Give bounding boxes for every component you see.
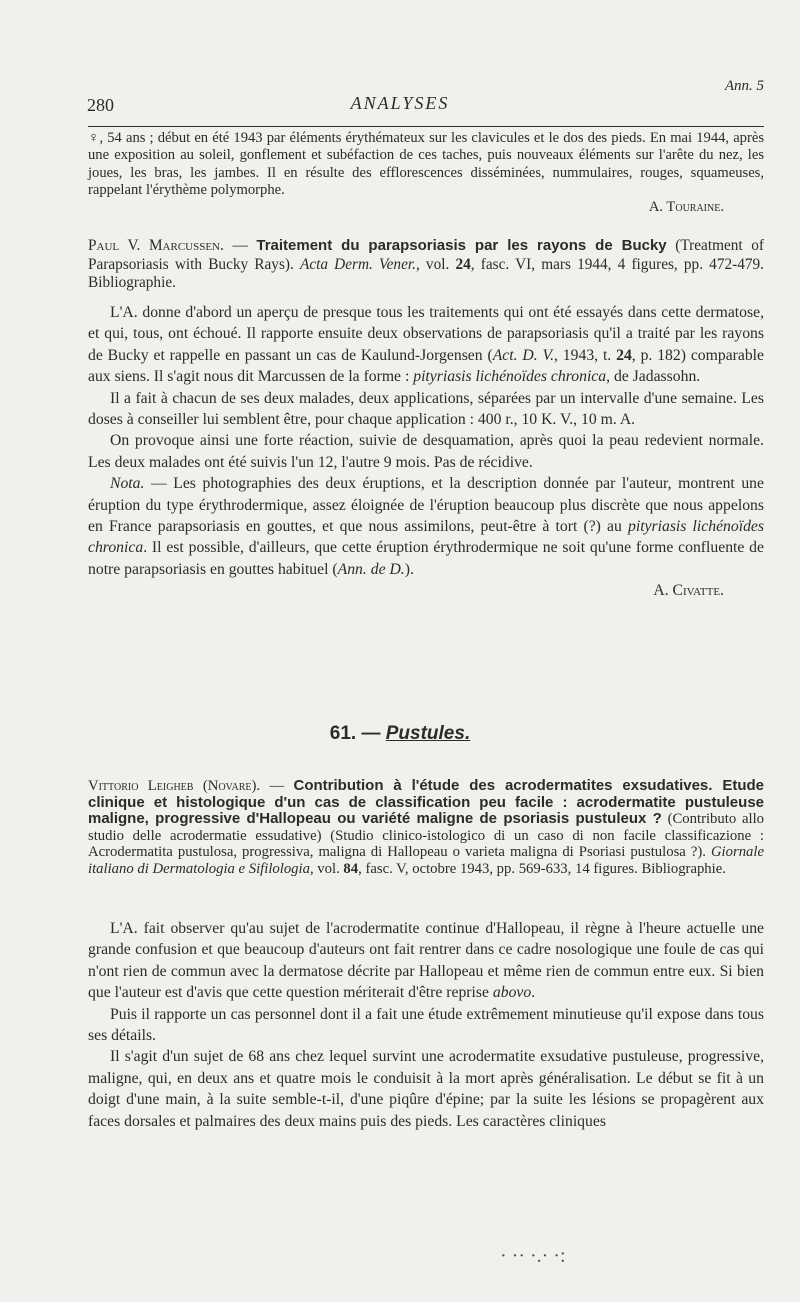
article1-paragraph-1: L'A. donne d'abord un aperçu de presque tous les traitements qui ont été essayés dans cette dermatose, et qui, tous, ont échoué. Il rapporte ensuite deux observations de parapsoriasis qu'il a traité par les rayons de Bucky et rappelle en passant un cas de Kaulund-Jorgensen (Act. D. V., 1943, t. 24, p. 182) comparable aux siens. Il s'agit nous dit Marcussen de la forme : pityriasis lichénoïdes chronica, de Jadassohn. xyxy=(88,304,765,386)
article2-dash: — xyxy=(260,778,294,794)
article1-heading xyxy=(88,237,764,293)
article2-paragraph-1: L'A. fait observer qu'au sujet de l'acrodermatite continue d'Hallopeau, il règne à l'heure actuelle une grande confusion et que beaucoup d'auteurs ont fait rentrer dans ce cadre nosologique une foule de cas qui n'ont rien de commun avec la dermatose décrite par Hallopeau et même rien de commun entre eux. Si bien que l'auteur est d'avis que cette question mériterait d'être reprise abovo. xyxy=(88,920,764,1002)
article1-journal: Acta Derm. Vener. xyxy=(299,255,416,273)
print-specks-decoration: · ·· ·.· ·: xyxy=(500,1245,566,1267)
section-title: Pustules. xyxy=(385,723,471,744)
article1-title: Traitement du parapsoriasis par les rayons de Bucky xyxy=(256,237,667,254)
journal-annotation: Ann. 5 xyxy=(724,78,764,94)
article2-body xyxy=(88,918,764,1132)
running-head: ANALYSES xyxy=(350,93,450,113)
section-heading xyxy=(0,723,800,745)
section-number: 61. — xyxy=(329,723,386,744)
prev-abstract-text: ♀, 54 ans ; début en été 1943 par éléments érythémateux sur les clavicules et le dos des pieds. En mai 1944, après une exposition au soleil, gonflement et subéfaction de ces taches, puis nouveaux éléments sur l'arête du nez, les joues, les bras, les jambes. Il en résulte des efflorescences disséminées, nummulaires, rouges, squameuses, rappelant l'érythème polymorphe. xyxy=(88,130,764,198)
article2-author: Vittorio Leigheb (Novare). xyxy=(88,778,261,794)
page-number: 280 xyxy=(87,95,114,115)
article1-body xyxy=(88,302,764,602)
article1-volume: 24 xyxy=(455,255,471,273)
article1-author: Paul V. Marcussen. xyxy=(88,237,224,254)
article2-volume: 84 xyxy=(343,860,359,877)
article1-ref-b: , vol. xyxy=(415,255,456,273)
article1-paragraph-2: Il a fait à chacun de ses deux malades, deux applications, séparées par un intervalle d'une semaine. Les doses à conseiller lui semblent être, pour chaque application : 400 r., 10 K. V., 10 m. A. xyxy=(88,389,764,429)
article2-journal: Giornale italiano di Dermatologia e Sifilologia xyxy=(88,844,764,877)
article1-signature: A. Civatte. xyxy=(653,582,724,600)
article1-ref-c: , fasc. VI, mars 1944, 4 figures, pp. 472-479. Bibliographie. xyxy=(88,255,764,291)
header-rule xyxy=(88,126,764,127)
prev-abstract-signature: A. Touraine. xyxy=(648,199,724,216)
prev-abstract xyxy=(88,130,764,216)
article1-paragraph-3: On provoque ainsi une forte réaction, suivie de desquamation, après quoi la peau redevient normale. Les deux malades ont été suivis l'un 12, l'autre 9 mois. Pas de récidive. xyxy=(88,432,764,471)
article2-paragraph-2: Puis il rapporte un cas personnel dont il a fait une étude extrêmement minutieuse qu'il expose dans tous ses détails. xyxy=(88,1005,764,1045)
article2-heading xyxy=(88,778,764,878)
article2-ref-c: , fasc. V, octobre 1943, pp. 569-633, 14 figures. Bibliographie. xyxy=(358,860,726,877)
article1-ref-a: (Treatment of Parapsoriasis with Bucky Rays). xyxy=(88,237,764,273)
article1-nota: Nota. — Les photographies des deux éruptions, et la description donnée par l'auteur, montrent une éruption du type érythrodermique, assez éloignée de l'éruption beaucoup plus discrète que nous appelons en France parapsoriasis en gouttes, et que nous assimilons, peut-être à tort (?) au pityriasis lichénoïdes chronica. Il est possible, d'ailleurs, que cette éruption érythrodermique ne soit qu'une forme confluente de notre parapsoriasis en gouttes habituel (Ann. de D.). xyxy=(88,475,764,578)
article2-ref-b: , vol. xyxy=(309,860,344,877)
article2-title: Contribution à l'étude des acrodermatites exsudatives. Etude clinique et histologique d'un cas de classification peu facile : acrodermatite pustuleuse maligne, progressive d'Hallopeau ou variété maligne de psoriasis pustuleux ? xyxy=(88,777,764,828)
article2-ref-a: (Contributo allo studio delle acrodermatie essudative) (Studio clinico-istologico di un caso di non facile classificazione : Acrodermatita pustulosa, progressiva, maligna di Hallopeau o varieta maligna di Psoriasi pustulosa ?). xyxy=(88,811,764,861)
article2-paragraph-3: Il s'agit d'un sujet de 68 ans chez lequel survint une acrodermatite exsudative pustuleuse, progressive, maligne, qui, en deux ans et quatre mois le conduisit à la mort après généralisation. Le début se fit à un doigt d'une main, à la suite semble-t-il, d'une piqûre d'épine; par la suite les lésions se propagèrent aux faces dorsales et palmaires des deux mains puis des pieds. Les caractères cliniques xyxy=(88,1048,764,1130)
article1-dash: — xyxy=(223,237,257,254)
